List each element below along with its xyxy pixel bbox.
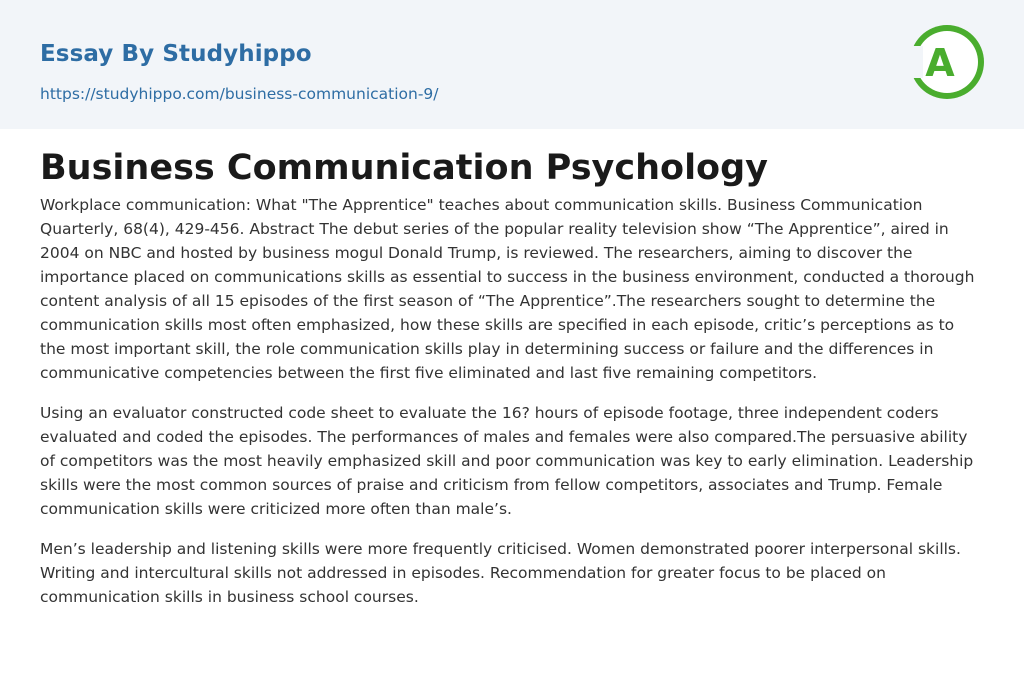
article-title: Business Communication Psychology (40, 148, 768, 188)
article (40, 146, 984, 625)
source-url-link[interactable]: https://studyhippo.com/business-communication-9/ (40, 85, 439, 103)
article-paragraph-1: Workplace communication: What "The Apprentice" teaches about communication skills. Business Communication Quarterly, 68(4), 429-456. Abstract The debut series of the popular reality television show “The Apprentice”, aired in 2004 on NBC and hosted by business mogul Donald Trump, is reviewed. The researchers, aiming to discover the importance placed on communications skills as essential to success in the business environment, conducted a thorough content analysis of all 15 episodes of the first season of “The Apprentice”.The researchers sought to determine the communication skills most often emphasized, how these skills are specified in each episode, critic’s perceptions as to the most important skill, the role communication skills play in determining success or failure and the differences in communicative competencies between the first five eliminated and last five remaining competitors. (40, 196, 975, 382)
studyhippo-a-logo-icon[interactable] (912, 19, 986, 105)
article-paragraph-3: Men’s leadership and listening skills were more frequently criticised. Women demonstrated poorer interpersonal skills. Writing and intercultural skills not addressed in episodes. Recommendation for greater focus to be placed on communication skills in business school courses. (40, 540, 961, 606)
article-paragraph-2: Using an evaluator constructed code sheet to evaluate the 16? hours of episode footage, three independent coders evaluated and coded the episodes. The performances of males and females were also compared.The persuasive ability of competitors was the most heavily emphasized skill and poor communication was key to early elimination. Leadership skills were the most common sources of praise and criticism from fellow competitors, associates and Trump. Female communication skills were criticized more often than male’s. (40, 404, 974, 518)
page-header (0, 0, 1024, 129)
brand-title: Essay By Studyhippo (40, 41, 312, 67)
logo-letter: A (925, 41, 955, 85)
